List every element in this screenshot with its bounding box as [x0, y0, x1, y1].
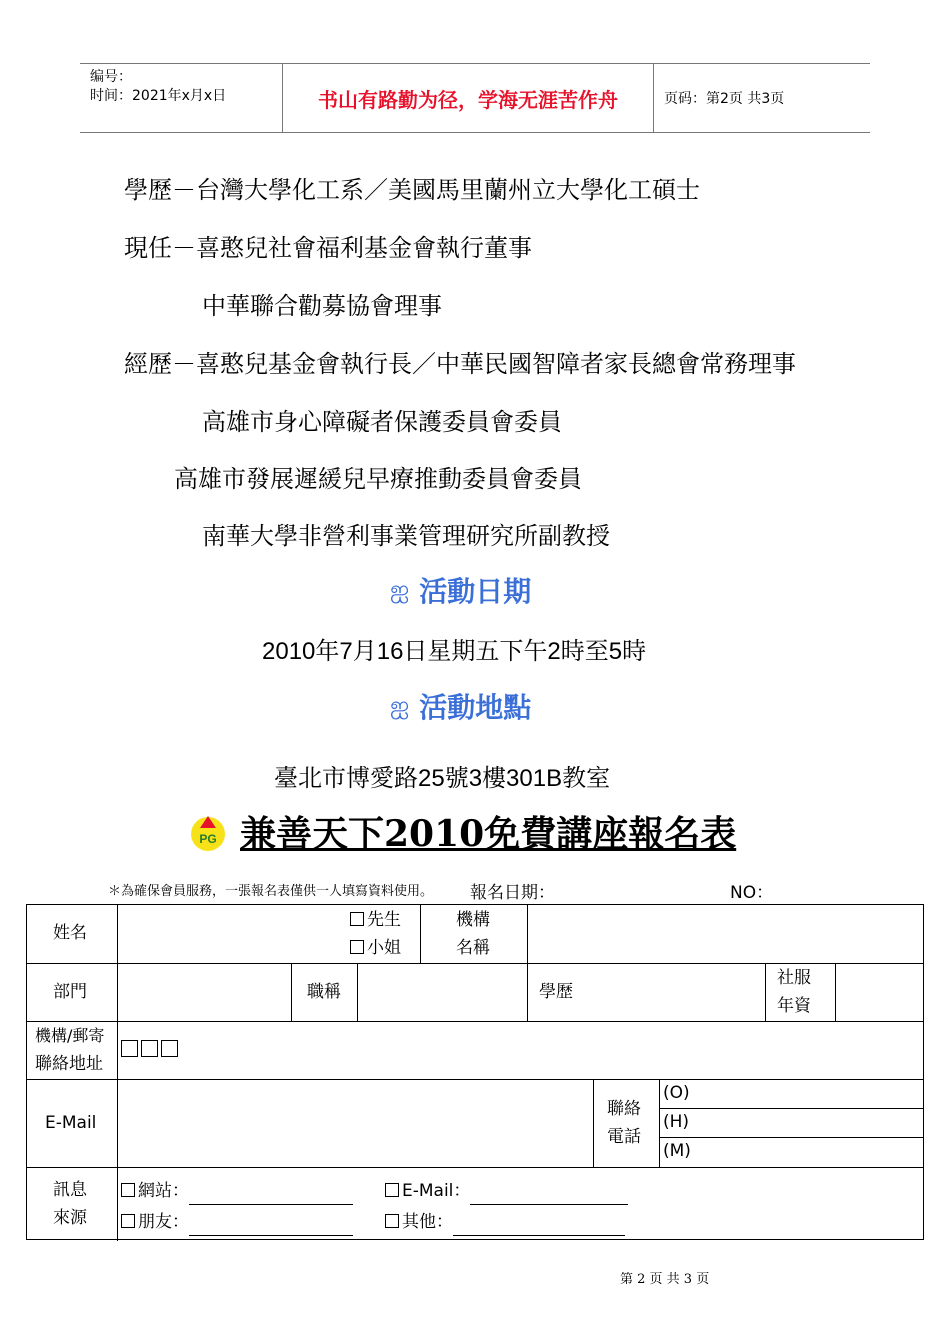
event-place-heading-text: 活動地點	[419, 691, 532, 724]
form-title: 兼善天下2010免費講座報名表	[240, 813, 737, 855]
checkbox-icon	[385, 1214, 399, 1228]
checkbox-icon	[350, 912, 364, 926]
ms-label: 小姐	[367, 938, 401, 958]
bio-current: 現任－喜憨兒社會福利基金會執行董事	[124, 234, 532, 262]
page-footer: 第 2 页 共 3 页	[620, 1272, 710, 1287]
checkbox-icon	[350, 940, 364, 954]
source-other-blank[interactable]	[453, 1217, 625, 1236]
zip-code-boxes[interactable]	[121, 1037, 181, 1065]
serial-label: 编号：	[90, 69, 132, 85]
form-title-row	[188, 806, 736, 857]
source-email-label: E-Mail：	[402, 1181, 471, 1201]
email-input[interactable]	[123, 1081, 589, 1165]
no-label: NO：	[730, 883, 774, 903]
bio-experience-3: 高雄市發展遲緩兒早療推動委員會委員	[174, 465, 582, 493]
job-title-label: 職稱	[307, 982, 341, 1002]
phone-o-label: (O)	[663, 1083, 690, 1103]
phone-m-label: (M)	[663, 1141, 691, 1161]
bio-experience: 經歷－喜憨兒基金會執行長／中華民國智障者家長總會常務理事	[124, 350, 796, 378]
phone-mobile-field[interactable]	[663, 1137, 919, 1165]
address-label-1: 機構/郵寄	[35, 1026, 105, 1045]
address-label-2: 聯絡地址	[35, 1054, 103, 1074]
bio-experience-4: 南華大學非營利事業管理研究所副教授	[202, 522, 610, 550]
seniority-label-1: 社服	[777, 968, 811, 988]
header-motto: 书山有路勤为径，学海无涯苦作舟	[282, 64, 654, 132]
source-website-blank[interactable]	[189, 1186, 353, 1205]
event-place-heading	[390, 686, 531, 726]
page-header	[80, 63, 870, 133]
dept-input[interactable]	[123, 965, 287, 1019]
bio-current-2: 中華聯合勸募協會理事	[202, 292, 442, 320]
checkbox-icon	[121, 1183, 135, 1197]
org-logo-icon	[188, 812, 228, 852]
phone-label-1: 聯絡	[607, 1099, 641, 1119]
registration-form	[26, 904, 924, 1240]
ms-checkbox[interactable]	[350, 934, 401, 962]
bio-experience-2: 高雄市身心障礙者保護委員會委員	[202, 408, 562, 436]
org-label-1: 機構	[456, 910, 490, 930]
phone-h-label: (H)	[663, 1112, 690, 1132]
job-title-input[interactable]	[363, 965, 523, 1019]
zip-box-icon	[161, 1040, 178, 1057]
seniority-input[interactable]	[839, 965, 919, 1019]
event-date-heading-text: 活動日期	[419, 575, 532, 608]
source-friend-label: 朋友：	[138, 1212, 189, 1232]
source-other-label: 其他：	[402, 1212, 453, 1232]
org-name-input[interactable]	[533, 906, 913, 962]
phone-home-field[interactable]	[663, 1108, 919, 1136]
source-friend-blank[interactable]	[189, 1217, 353, 1236]
checkbox-icon	[385, 1183, 399, 1197]
phone-office-field[interactable]	[663, 1079, 919, 1107]
education-label: 學歷	[539, 982, 573, 1002]
mr-label: 先生	[367, 910, 401, 930]
phone-label-2: 電話	[607, 1127, 641, 1147]
form-note: ＊為確保會員服務，一張報名表僅供一人填寫資料使用。	[108, 884, 434, 899]
name-input[interactable]	[123, 906, 323, 962]
education-input[interactable]	[587, 965, 757, 1019]
source-website-option[interactable]	[121, 1177, 353, 1205]
event-date-value: 2010年7月16日星期五下午2時至5時	[262, 638, 647, 665]
zip-box-icon	[141, 1040, 158, 1057]
source-label-1: 訊息	[53, 1180, 87, 1200]
source-email-option[interactable]	[385, 1177, 628, 1205]
name-label: 姓名	[53, 923, 87, 943]
email-label: E-Mail	[45, 1113, 97, 1133]
source-website-label: 網站：	[138, 1181, 189, 1201]
seniority-label-2: 年資	[777, 996, 811, 1016]
source-other-option[interactable]	[385, 1208, 625, 1236]
logo-text: PG	[199, 831, 217, 846]
mr-checkbox[interactable]	[350, 906, 401, 934]
reg-date-label: 報名日期：	[470, 883, 555, 903]
bullet-icon: ஐ	[390, 574, 410, 603]
source-email-blank[interactable]	[470, 1186, 628, 1205]
header-page-label: 页码：第2页 共3页	[664, 91, 785, 107]
event-place-value: 臺北市博愛路25號3樓301B教室	[274, 765, 611, 792]
time-label: 时间：2021年x月x日	[90, 88, 227, 104]
event-date-heading	[390, 570, 531, 610]
dept-label: 部門	[53, 982, 87, 1002]
source-friend-option[interactable]	[121, 1208, 353, 1236]
checkbox-icon	[121, 1214, 135, 1228]
org-label-2: 名稱	[456, 938, 490, 958]
bio-education: 學歷－台灣大學化工系／美國馬里蘭州立大學化工碩士	[124, 176, 700, 204]
source-label-2: 來源	[53, 1208, 87, 1228]
header-meta	[80, 64, 282, 132]
zip-box-icon	[121, 1040, 138, 1057]
bullet-icon: ஐ	[390, 690, 410, 719]
